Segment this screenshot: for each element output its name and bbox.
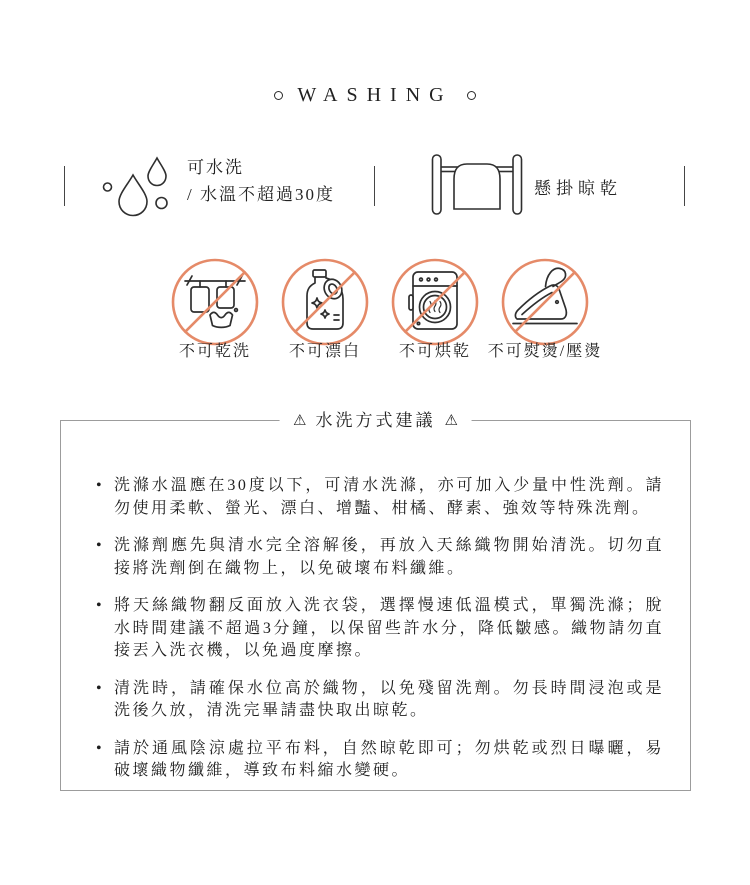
divider-left — [64, 166, 65, 206]
page-title-text: WASHING — [297, 84, 453, 106]
warning-icon-right: ⚠ — [444, 411, 458, 429]
advice-box-title — [279, 408, 472, 433]
prohibition-label: 不可乾洗 — [178, 343, 252, 360]
hang-dry-label: 懸掛晾乾 — [534, 179, 622, 198]
divider-right — [684, 166, 685, 206]
no-iron-icon — [500, 257, 590, 347]
prohibition-label: 不可熨燙/壓燙 — [487, 343, 603, 360]
washable-label — [187, 154, 335, 208]
care-instruction — [95, 678, 664, 723]
divider-middle — [374, 166, 375, 206]
advice-box-title-text: 水洗方式建議 — [315, 411, 436, 430]
prohibition-item-tumble-dry — [390, 257, 480, 360]
bullet-dot: • — [96, 679, 102, 697]
care-instruction-list — [95, 475, 664, 798]
instruction-text: 清洗時，請確保水位高於織物，以免殘留洗劑。勿長時間浸泡或是洗後久放，清洗完畢請盡快取出晾乾。 — [114, 679, 664, 719]
care-instruction — [95, 595, 664, 663]
instruction-text: 將天絲織物翻反面放入洗衣袋，選擇慢速低溫模式，單獨洗滌；脫水時間建議不超過3分鐘，以保留些許水分，降低皺感。織物請勿直接丟入洗衣機，以免過度摩擦。 — [114, 597, 664, 659]
prohibition-label: 不可漂白 — [288, 343, 362, 360]
no-tumble-dry-icon — [390, 257, 480, 347]
hang-dry-icon — [431, 148, 523, 220]
no-bleach-icon — [280, 257, 370, 347]
instruction-text: 洗滌劑應先與清水完全溶解後，再放入天絲織物開始清洗。切勿直接將洗劑倒在織物上，以免破壞布料纖維。 — [114, 537, 664, 577]
washable-label-line1: 可水洗 — [187, 158, 244, 177]
care-row — [0, 0, 750, 240]
prohibition-item-dry-clean — [170, 257, 260, 360]
bullet-dot: • — [96, 597, 102, 614]
instruction-text: 洗滌水溫應在30度以下，可清水洗滌，亦可加入少量中性洗劑。請勿使用柔軟、螢光、漂白、增豔、柑橘、酵素、強效等特殊洗劑。 — [114, 477, 664, 517]
instruction-text: 請於通風陰涼處拉平布料，自然晾乾即可；勿烘乾或烈日曝曬，易破壞織物纖維，導致布料縮水變硬。 — [114, 739, 664, 779]
bullet-dot: • — [96, 477, 102, 494]
care-instruction — [95, 738, 664, 783]
prohibition-label: 不可烘乾 — [398, 343, 472, 360]
care-instruction — [95, 535, 664, 580]
care-instruction — [95, 475, 664, 520]
washable-label-line2: / 水溫不超過30度 — [187, 185, 335, 204]
prohibition-item-bleach — [280, 257, 370, 360]
bullet-dot: • — [96, 537, 102, 554]
advice-box — [60, 411, 691, 791]
warning-icon-left: ⚠ — [293, 411, 307, 429]
water-drops-icon — [99, 149, 175, 219]
no-dry-clean-icon — [170, 257, 260, 347]
bullet-dot: • — [96, 739, 102, 757]
prohibition-item-iron — [487, 257, 603, 360]
